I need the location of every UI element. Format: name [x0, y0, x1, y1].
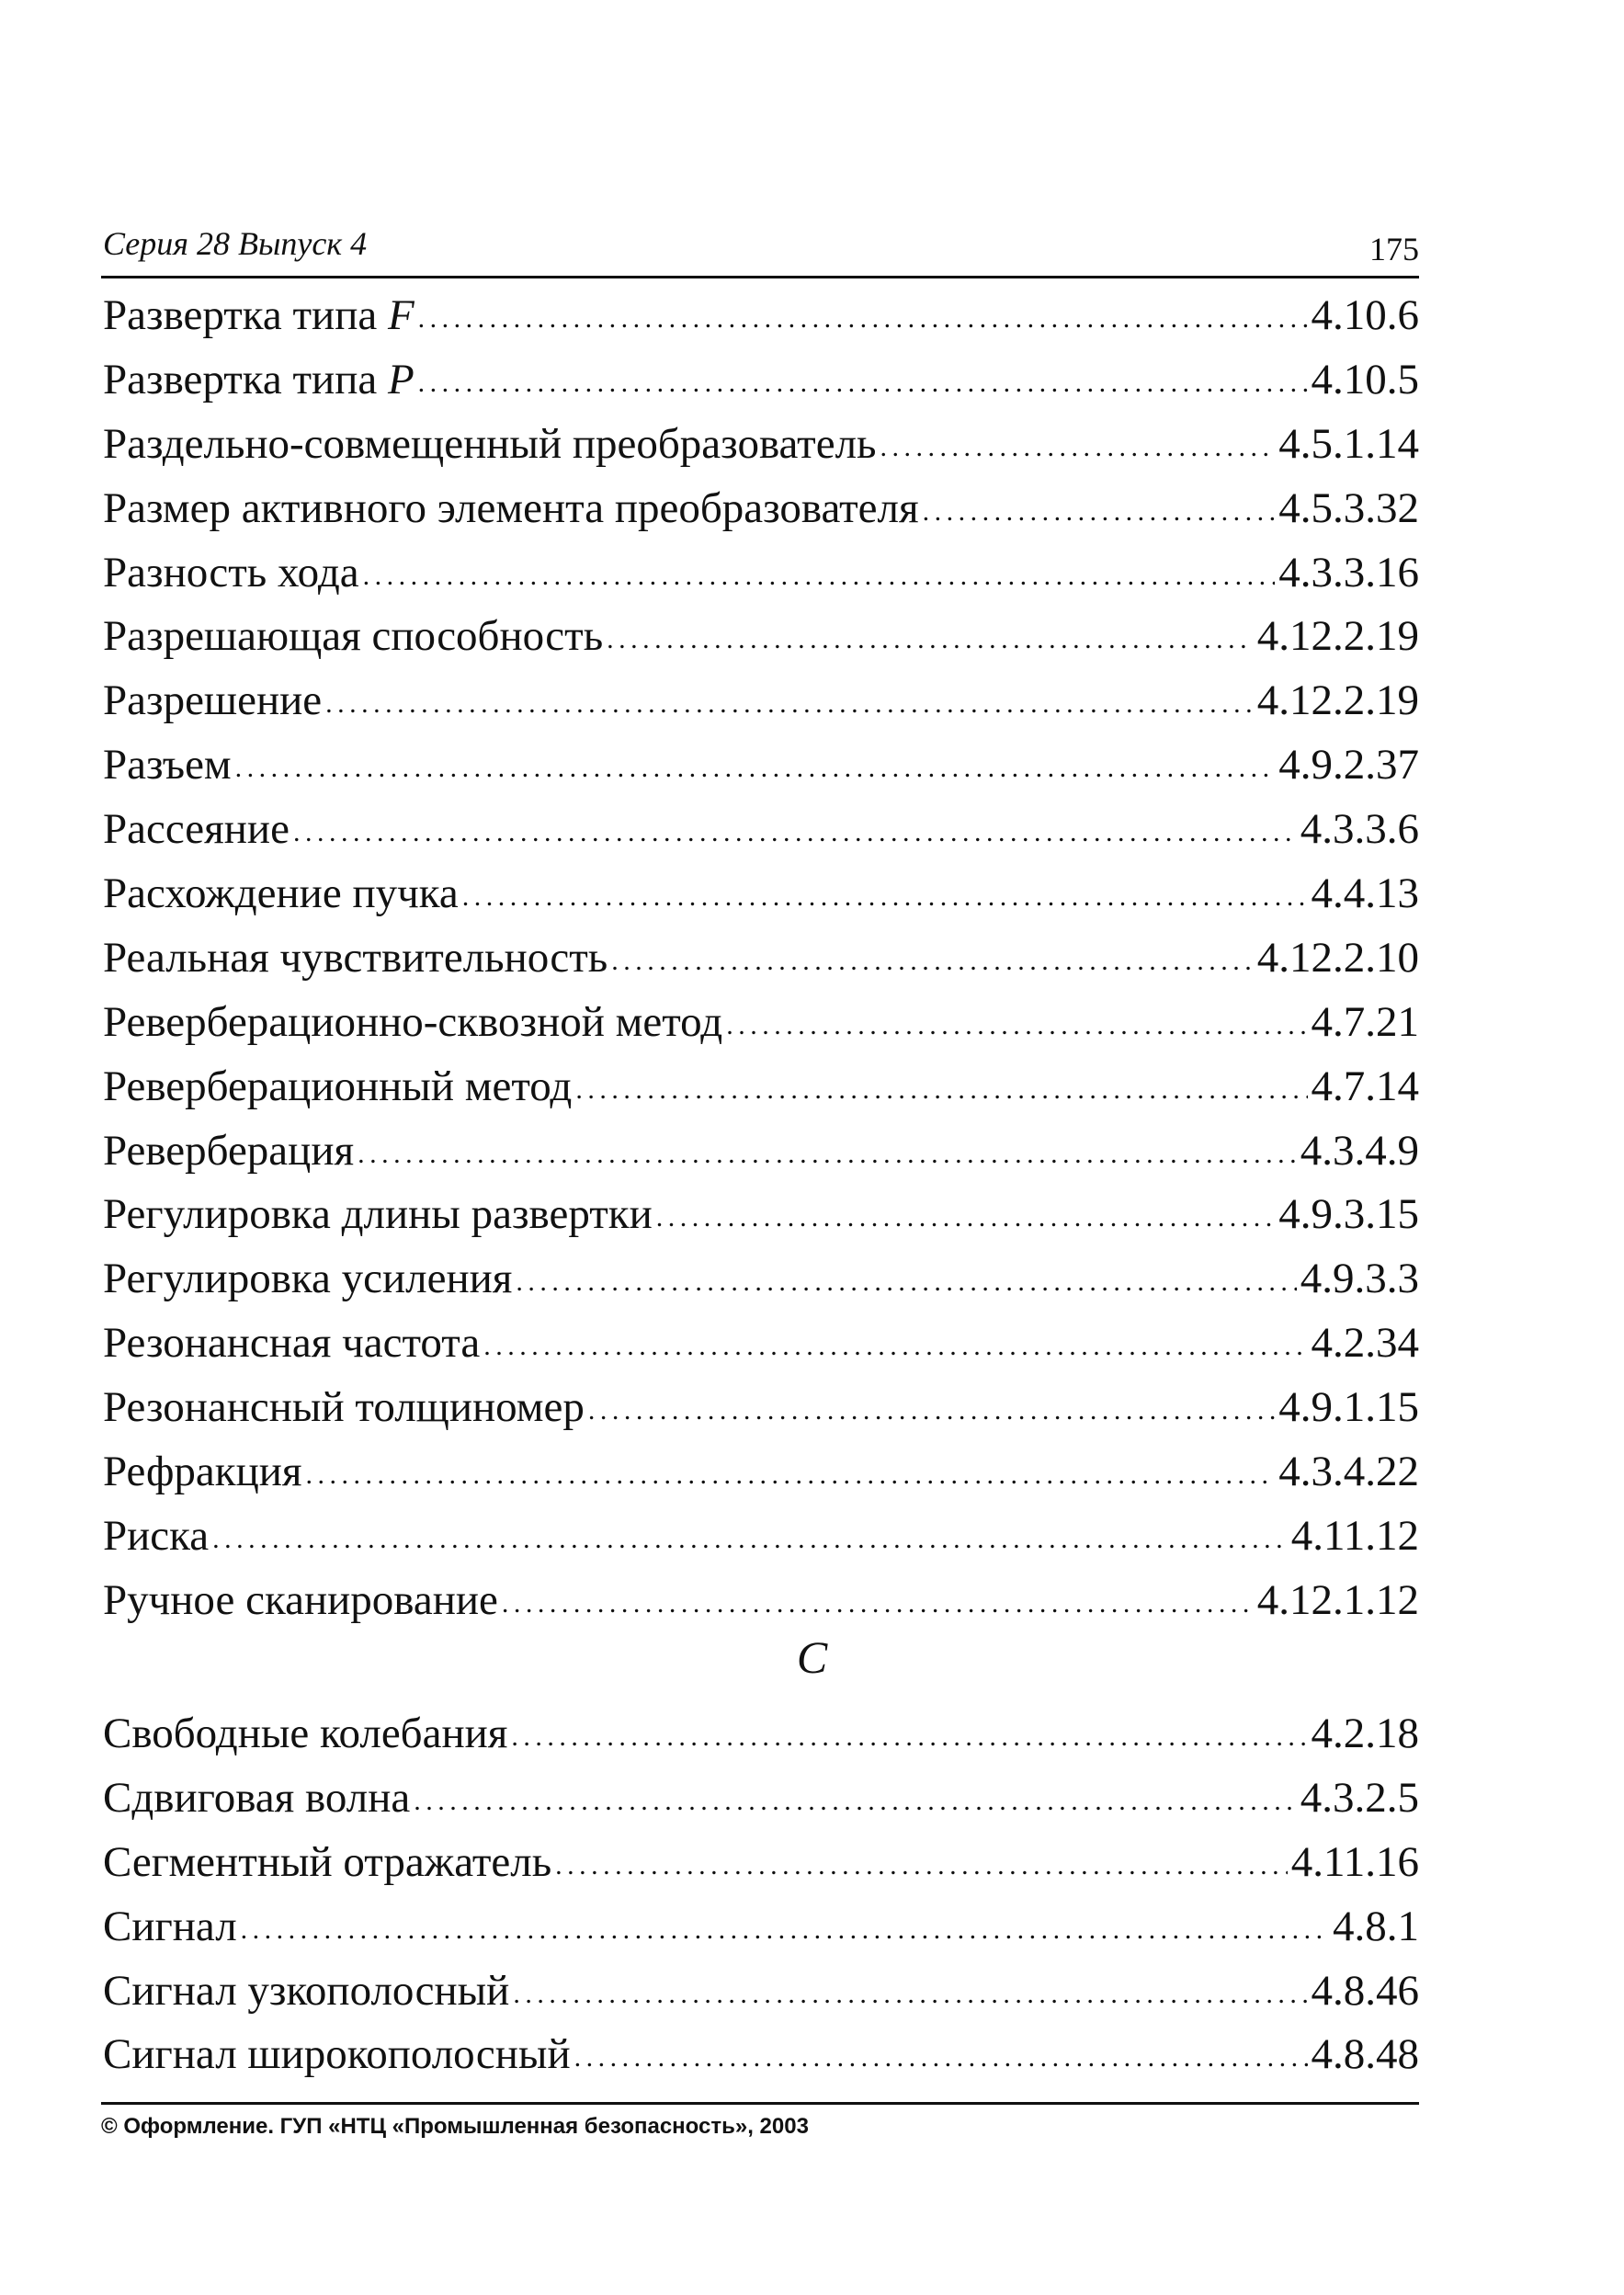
- footer: [101, 2102, 1419, 2140]
- entry-reference: 4.5.3.32: [1278, 483, 1419, 532]
- entry-reference: 4.7.14: [1311, 1062, 1419, 1110]
- index-entry: [103, 611, 1419, 676]
- index-entry: [103, 1966, 1419, 2030]
- entry-reference: 4.2.18: [1311, 1710, 1419, 1757]
- entry-term: Разъем: [103, 741, 232, 790]
- index-entry: [103, 548, 1419, 612]
- dot-leader: [241, 1900, 1329, 1949]
- entry-term: Развертка типа F: [103, 291, 415, 339]
- entry-reference: 4.3.4.22: [1278, 1448, 1419, 1496]
- entry-term: Реверберация: [103, 1126, 355, 1175]
- index-entry: [103, 869, 1419, 933]
- entry-reference: 4.9.2.37: [1278, 741, 1419, 790]
- dot-leader: [418, 353, 1308, 403]
- entry-reference: 4.9.3.3: [1300, 1255, 1419, 1303]
- dot-leader: [923, 482, 1276, 531]
- entry-term: Риска: [103, 1511, 210, 1560]
- index-entry: [103, 1318, 1419, 1382]
- dot-leader: [656, 1187, 1276, 1237]
- dot-leader: [363, 546, 1276, 596]
- entry-reference: 4.7.21: [1311, 997, 1419, 1046]
- index-entry: [103, 1773, 1419, 1837]
- entry-reference: 4.12.2.19: [1256, 676, 1419, 725]
- index-entry: [103, 1254, 1419, 1318]
- entry-term: Регулировка длины развертки: [103, 1190, 653, 1239]
- entry-term: Резонансная частота: [103, 1319, 481, 1368]
- entry-reference: 4.12.2.10: [1256, 933, 1419, 982]
- index-entry: [103, 1511, 1419, 1575]
- index-entry: [103, 1709, 1419, 1773]
- index-entry: [103, 1126, 1419, 1190]
- page-number: 175: [1369, 231, 1419, 267]
- entry-term: Свободные колебания: [103, 1710, 508, 1757]
- dot-leader: [502, 1574, 1254, 1623]
- entry-term: Сигнал: [103, 1902, 237, 1950]
- index-entry: [103, 1189, 1419, 1254]
- entry-reference: 4.4.13: [1311, 869, 1419, 918]
- dot-leader: [235, 738, 1276, 788]
- entry-term: Разрешение: [103, 676, 323, 725]
- section-letter: С: [796, 1631, 828, 1683]
- entry-reference: 4.3.3.6: [1300, 805, 1419, 854]
- index-entry: [103, 1447, 1419, 1511]
- dot-leader: [511, 1707, 1307, 1756]
- dot-leader: [726, 995, 1307, 1045]
- entry-term: Рассеяние: [103, 805, 290, 854]
- copyright-text: © Оформление. ГУП «НТЦ «Промышленная безопасность», 2003: [101, 2114, 809, 2139]
- entry-term: Ручное сканирование: [103, 1575, 498, 1624]
- index-entry: [103, 804, 1419, 869]
- dot-leader: [212, 1509, 1288, 1559]
- index-entry: [103, 355, 1419, 419]
- dot-leader: [325, 674, 1254, 723]
- entry-term: Реверберационный метод: [103, 1062, 573, 1110]
- dot-leader: [574, 2028, 1308, 2077]
- entry-term: Размер активного элемента преобразователя: [103, 483, 919, 532]
- running-header: [101, 222, 1419, 278]
- entry-reference: 4.12.2.19: [1256, 612, 1419, 661]
- index-entry: [103, 1062, 1419, 1126]
- index-entries-s: [103, 1709, 1419, 2094]
- index-entry: [103, 419, 1419, 483]
- entry-term: Реальная чувствительность: [103, 933, 608, 982]
- dot-leader: [358, 1124, 1297, 1174]
- entry-term: Сигнал узкополосный: [103, 1966, 510, 2015]
- entry-reference: 4.9.1.15: [1278, 1383, 1419, 1432]
- entry-reference: 4.3.4.9: [1300, 1126, 1419, 1175]
- entry-term: Сигнал широкополосный: [103, 2030, 571, 2079]
- entry-reference: 4.8.46: [1311, 1966, 1419, 2015]
- index-entry: [103, 483, 1419, 548]
- dot-leader: [588, 1380, 1275, 1430]
- dot-leader: [611, 931, 1254, 981]
- index-entry: [103, 1837, 1419, 1902]
- entry-term: Регулировка усиления: [103, 1255, 513, 1303]
- entry-term: Реверберационно-сквозной метод: [103, 997, 723, 1046]
- index-entry: [103, 933, 1419, 997]
- entry-reference: 4.5.1.14: [1278, 419, 1419, 468]
- dot-leader: [462, 867, 1308, 916]
- series-title: Серия 28 Выпуск 4: [103, 225, 368, 262]
- dot-leader: [575, 1060, 1307, 1109]
- dot-leader: [880, 417, 1275, 467]
- entry-reference: 4.9.3.15: [1278, 1190, 1419, 1239]
- entry-term: Сегментный отражатель: [103, 1837, 552, 1886]
- entry-reference: 4.2.34: [1311, 1319, 1419, 1368]
- dot-leader: [418, 289, 1308, 338]
- index-entry: [103, 2029, 1419, 2094]
- entry-term: Разрешающая способность: [103, 612, 604, 661]
- entry-reference: 4.3.3.16: [1278, 548, 1419, 596]
- dot-leader: [555, 1835, 1288, 1885]
- entry-reference: 4.11.12: [1290, 1511, 1419, 1560]
- entry-term: Рефракция: [103, 1448, 302, 1496]
- dot-leader: [293, 802, 1297, 852]
- entry-term: Развертка типа P: [103, 355, 415, 403]
- entry-reference: 4.11.16: [1290, 1837, 1419, 1886]
- dot-leader: [607, 609, 1254, 659]
- index-entry: [103, 290, 1419, 355]
- entry-reference: 4.8.48: [1311, 2030, 1419, 2079]
- index-entry: [103, 1902, 1419, 1966]
- entry-reference: 4.3.2.5: [1300, 1773, 1419, 1822]
- entry-term: Раздельно-совмещенный преобразователь: [103, 419, 877, 468]
- dot-leader: [306, 1445, 1276, 1494]
- entry-term-symbol: F: [387, 291, 415, 339]
- index-entries-r: [103, 290, 1419, 1640]
- index-entry: [103, 676, 1419, 740]
- index-entry: [103, 1382, 1419, 1447]
- dot-leader: [513, 1964, 1307, 2014]
- entry-reference: 4.8.1: [1333, 1902, 1419, 1950]
- index-entry: [103, 997, 1419, 1062]
- entry-reference: 4.10.6: [1311, 291, 1419, 339]
- entry-reference: 4.10.5: [1311, 355, 1419, 403]
- entry-reference: 4.12.1.12: [1256, 1575, 1419, 1624]
- entry-term: Расхождение пучка: [103, 869, 459, 918]
- index-entry: [103, 740, 1419, 804]
- entry-term: Резонансный толщиномер: [103, 1383, 585, 1432]
- dot-leader: [483, 1316, 1307, 1366]
- entry-term-symbol: P: [387, 355, 415, 403]
- dot-leader: [516, 1252, 1296, 1301]
- dot-leader: [414, 1771, 1297, 1821]
- entry-term: Сдвиговая волна: [103, 1773, 411, 1822]
- entry-term: Разность хода: [103, 548, 359, 596]
